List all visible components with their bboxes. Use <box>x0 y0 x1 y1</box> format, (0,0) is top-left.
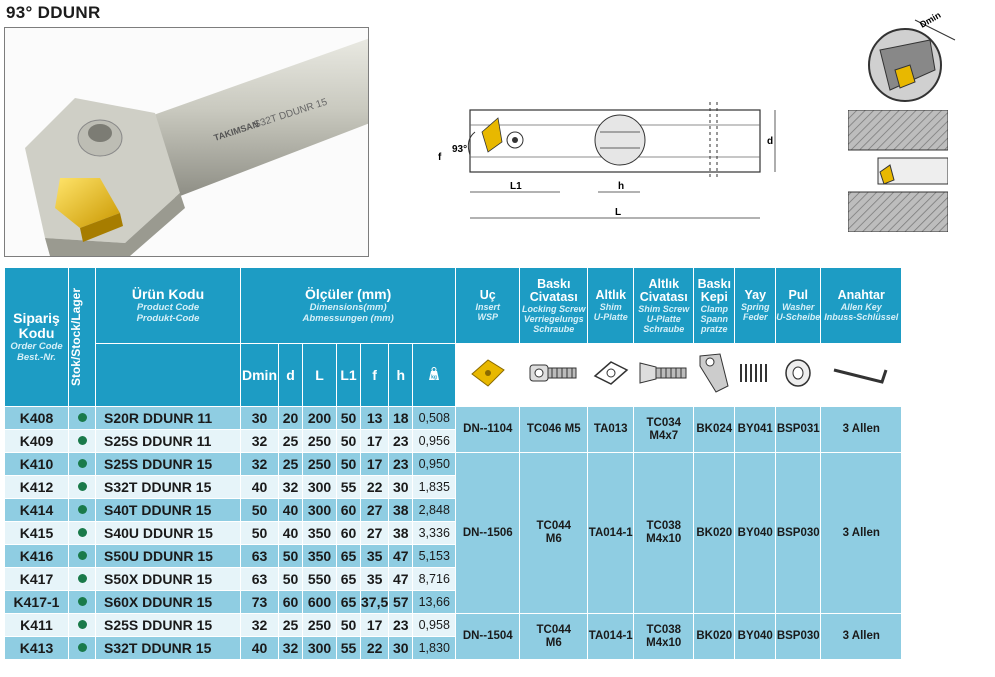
insert-icon <box>468 356 508 390</box>
L-cell: 550 <box>303 568 337 591</box>
dmin-cell: 40 <box>241 637 279 660</box>
stock-cell <box>69 476 96 499</box>
col-L1: L1 <box>337 344 361 407</box>
order-code-cell: K415 <box>5 522 69 545</box>
order-code-cell: K408 <box>5 407 69 430</box>
order-code-cell: K416 <box>5 545 69 568</box>
L-cell: 350 <box>303 545 337 568</box>
f-cell: 13 <box>361 407 389 430</box>
in-stock-dot <box>78 620 87 629</box>
product-code-cell: S20R DDUNR 11 <box>96 407 241 430</box>
product-code-cell: S32T DDUNR 15 <box>96 637 241 660</box>
weight-cell: 1,830 <box>413 637 456 660</box>
product-photo <box>4 27 369 257</box>
angle-label: 93° <box>452 144 468 155</box>
table-row <box>5 453 902 476</box>
f-cell: 22 <box>361 476 389 499</box>
stock-cell <box>69 499 96 522</box>
dimensions-header: Ölçüler (mm) Dimensions(mm) Abmessungen (mm) <box>241 268 456 344</box>
dmin-cell: 50 <box>241 499 279 522</box>
stock-cell <box>69 545 96 568</box>
d-cell: 25 <box>279 453 303 476</box>
L1-label: L1 <box>510 181 522 192</box>
technical-drawing <box>430 80 790 240</box>
key-header: Anahtar Allen Key Inbuss-Schlüssel <box>821 268 902 344</box>
L1-cell: 65 <box>337 568 361 591</box>
table-row <box>5 407 902 430</box>
h-cell: 47 <box>389 545 413 568</box>
col-L: L <box>303 344 337 407</box>
f-cell: 22 <box>361 637 389 660</box>
in-stock-dot <box>78 574 87 583</box>
weight-cell: 0,956 <box>413 430 456 453</box>
h-label: h <box>618 181 625 192</box>
L-cell: 250 <box>303 453 337 476</box>
spring-part-cell: BY040 <box>735 614 776 660</box>
d-label: d <box>767 136 774 147</box>
col-weight <box>413 344 456 407</box>
insert-header: Uç Insert WSP <box>456 268 520 344</box>
product-code-cell: S50U DDUNR 15 <box>96 545 241 568</box>
product-code-cell: S60X DDUNR 15 <box>96 591 241 614</box>
spring-icon <box>737 360 773 386</box>
stock-header: Stok/Stock/Lager <box>69 268 96 407</box>
clamp-icon-cell <box>694 344 735 407</box>
d-cell: 32 <box>279 637 303 660</box>
L1-cell: 50 <box>337 430 361 453</box>
L-cell: 250 <box>303 430 337 453</box>
spring-header: Yay Spring Feder <box>735 268 776 344</box>
order-code-cell: K414 <box>5 499 69 522</box>
product-code-cell: S25S DDUNR 15 <box>96 614 241 637</box>
in-stock-dot <box>78 643 87 652</box>
L-cell: 350 <box>303 522 337 545</box>
stock-cell <box>69 637 96 660</box>
L-cell: 300 <box>303 499 337 522</box>
weight-cell: 8,716 <box>413 568 456 591</box>
f-cell: 17 <box>361 430 389 453</box>
locking-screw-header: Baskı Civatası Locking Screw Verriegelungs Schraube <box>520 268 588 344</box>
L1-cell: 60 <box>337 522 361 545</box>
stock-cell <box>69 614 96 637</box>
h-cell: 57 <box>389 591 413 614</box>
clamp-part-cell: BK024 <box>694 407 735 453</box>
order-code-cell: K417-1 <box>5 591 69 614</box>
h-cell: 38 <box>389 499 413 522</box>
d-cell: 25 <box>279 430 303 453</box>
product-code-cell: S32T DDUNR 15 <box>96 476 241 499</box>
L-cell: 300 <box>303 637 337 660</box>
key-part-cell: 3 Allen <box>821 407 902 453</box>
L-cell: 600 <box>303 591 337 614</box>
locking-screw-icon-cell <box>520 344 588 407</box>
in-stock-dot <box>78 413 87 422</box>
L1-cell: 60 <box>337 499 361 522</box>
order-code-cell: K413 <box>5 637 69 660</box>
table-row <box>5 614 902 637</box>
L1-cell: 55 <box>337 476 361 499</box>
dmin-cell: 73 <box>241 591 279 614</box>
product-table <box>4 267 902 660</box>
in-stock-dot <box>78 436 87 445</box>
weight-cell: 0,508 <box>413 407 456 430</box>
L1-cell: 55 <box>337 637 361 660</box>
washer-icon <box>782 357 814 389</box>
svg-text:kg: kg <box>431 374 438 380</box>
spring-part-cell: BY041 <box>735 407 776 453</box>
L-cell: 300 <box>303 476 337 499</box>
weight-cell: 0,950 <box>413 453 456 476</box>
f-label: f <box>438 152 442 163</box>
stock-cell <box>69 591 96 614</box>
in-stock-dot <box>78 597 87 606</box>
shim-screw-part-cell: TC034 M4x7 <box>634 407 694 453</box>
stock-cell <box>69 453 96 476</box>
h-cell: 30 <box>389 637 413 660</box>
d-cell: 32 <box>279 476 303 499</box>
d-cell: 60 <box>279 591 303 614</box>
in-stock-dot <box>78 528 87 537</box>
d-cell: 25 <box>279 614 303 637</box>
dmin-cell: 32 <box>241 430 279 453</box>
key-part-cell: 3 Allen <box>821 453 902 614</box>
shim-part-cell: TA014-1 <box>588 614 634 660</box>
shim-screw-icon <box>636 359 692 387</box>
order-code-cell: K410 <box>5 453 69 476</box>
product-code-cell: S25S DDUNR 11 <box>96 430 241 453</box>
h-cell: 23 <box>389 453 413 476</box>
washer-part-cell: BSP031 <box>776 407 821 453</box>
table-body <box>5 407 902 660</box>
f-cell: 27 <box>361 499 389 522</box>
L1-cell: 65 <box>337 591 361 614</box>
order-code-cell: K409 <box>5 430 69 453</box>
washer-icon-cell <box>776 344 821 407</box>
stock-cell <box>69 568 96 591</box>
shim-part-cell: TA013 <box>588 407 634 453</box>
dmin-cell: 63 <box>241 568 279 591</box>
key-part-cell: 3 Allen <box>821 614 902 660</box>
L1-cell: 65 <box>337 545 361 568</box>
d-cell: 50 <box>279 568 303 591</box>
locking-screw-part-cell: TC046 M5 <box>520 407 588 453</box>
shim-screw-part-cell: TC038 M4x10 <box>634 614 694 660</box>
dmin-cell: 63 <box>241 545 279 568</box>
weight-cell: 2,848 <box>413 499 456 522</box>
product-code-cell: S40T DDUNR 15 <box>96 499 241 522</box>
L1-cell: 50 <box>337 453 361 476</box>
f-cell: 37,5 <box>361 591 389 614</box>
dmin-cell: 32 <box>241 453 279 476</box>
h-cell: 30 <box>389 476 413 499</box>
clamp-part-cell: BK020 <box>694 453 735 614</box>
order-code-cell: K417 <box>5 568 69 591</box>
dimension-drawing <box>430 80 790 240</box>
h-cell: 47 <box>389 568 413 591</box>
in-stock-dot <box>78 505 87 514</box>
spring-part-cell: BY040 <box>735 453 776 614</box>
h-cell: 23 <box>389 430 413 453</box>
stock-cell <box>69 522 96 545</box>
f-cell: 35 <box>361 568 389 591</box>
locking-screw-part-cell: TC044 M6 <box>520 614 588 660</box>
header-row-text <box>5 268 902 344</box>
order-code-cell: K411 <box>5 614 69 637</box>
order-code-header: Sipariş Kodu Order Code Best.-Nr. <box>5 268 69 407</box>
insert-part-cell: DN--1506 <box>456 453 520 614</box>
L1-cell: 50 <box>337 407 361 430</box>
tool-holder-image <box>5 28 369 257</box>
spring-icon-cell <box>735 344 776 407</box>
shim-screw-icon-cell <box>634 344 694 407</box>
clamp-part-cell: BK020 <box>694 614 735 660</box>
L-label: L <box>615 207 622 218</box>
allen-key-icon <box>828 358 894 388</box>
d-cell: 20 <box>279 407 303 430</box>
allen-key-icon-cell <box>821 344 902 407</box>
insert-part-cell: DN--1104 <box>456 407 520 453</box>
col-f: f <box>361 344 389 407</box>
shim-part-cell: TA014-1 <box>588 453 634 614</box>
d-cell: 40 <box>279 499 303 522</box>
order-code-cell: K412 <box>5 476 69 499</box>
in-stock-dot <box>78 482 87 491</box>
col-h: h <box>389 344 413 407</box>
f-cell: 17 <box>361 614 389 637</box>
washer-part-cell: BSP030 <box>776 614 821 660</box>
dmin-cell: 50 <box>241 522 279 545</box>
brand-logo: TAKIMSAN <box>212 118 261 143</box>
stock-cell <box>69 430 96 453</box>
product-code-cell: S25S DDUNR 15 <box>96 453 241 476</box>
f-cell: 35 <box>361 545 389 568</box>
shim-icon-cell <box>588 344 634 407</box>
insert-icon-cell <box>456 344 520 407</box>
dmin-cell: 40 <box>241 476 279 499</box>
in-stock-dot <box>78 551 87 560</box>
clamp-icon <box>694 350 734 396</box>
page-title: 93° DDUNR <box>6 3 101 22</box>
clamp-header: Baskı Kepi Clamp Spann pratze <box>694 268 735 344</box>
dmin-detail <box>860 10 960 105</box>
product-code-cell: S50X DDUNR 15 <box>96 568 241 591</box>
locking-screw-part-cell: TC044 M6 <box>520 453 588 614</box>
h-cell: 38 <box>389 522 413 545</box>
dmin-cell: 32 <box>241 614 279 637</box>
L-cell: 250 <box>303 614 337 637</box>
f-cell: 17 <box>361 453 389 476</box>
weight-cell: 0,958 <box>413 614 456 637</box>
h-cell: 18 <box>389 407 413 430</box>
in-stock-dot <box>78 459 87 468</box>
f-cell: 27 <box>361 522 389 545</box>
shim-icon <box>591 358 631 388</box>
engraving-text: S32T DDUNR 15 <box>252 96 329 131</box>
weight-cell: 3,336 <box>413 522 456 545</box>
shim-header: Altlık Shim U-Platte <box>588 268 634 344</box>
stock-cell <box>69 407 96 430</box>
washer-part-cell: BSP030 <box>776 453 821 614</box>
L-cell: 200 <box>303 407 337 430</box>
d-cell: 40 <box>279 522 303 545</box>
weight-cell: 5,153 <box>413 545 456 568</box>
dmin-detail-label: Dmin <box>918 10 943 30</box>
product-code-cell: S40U DDUNR 15 <box>96 522 241 545</box>
washer-header: Pul Washer U-Scheibe <box>776 268 821 344</box>
dmin-cell: 30 <box>241 407 279 430</box>
weight-cell: 13,66 <box>413 591 456 614</box>
insert-part-cell: DN--1504 <box>456 614 520 660</box>
h-cell: 23 <box>389 614 413 637</box>
bore-section-view <box>848 110 948 232</box>
L1-cell: 50 <box>337 614 361 637</box>
weight-icon <box>426 366 442 382</box>
product-code-header: Ürün Kodu Product Code Produkt-Code <box>96 268 241 344</box>
shim-screw-part-cell: TC038 M4x10 <box>634 453 694 614</box>
col-dmin: Dmin <box>241 344 279 407</box>
screw-icon <box>526 359 582 387</box>
col-d: d <box>279 344 303 407</box>
weight-cell: 1,835 <box>413 476 456 499</box>
shim-screw-header: Altlık Civatası Shim Screw U-Platte Schraube <box>634 268 694 344</box>
d-cell: 50 <box>279 545 303 568</box>
